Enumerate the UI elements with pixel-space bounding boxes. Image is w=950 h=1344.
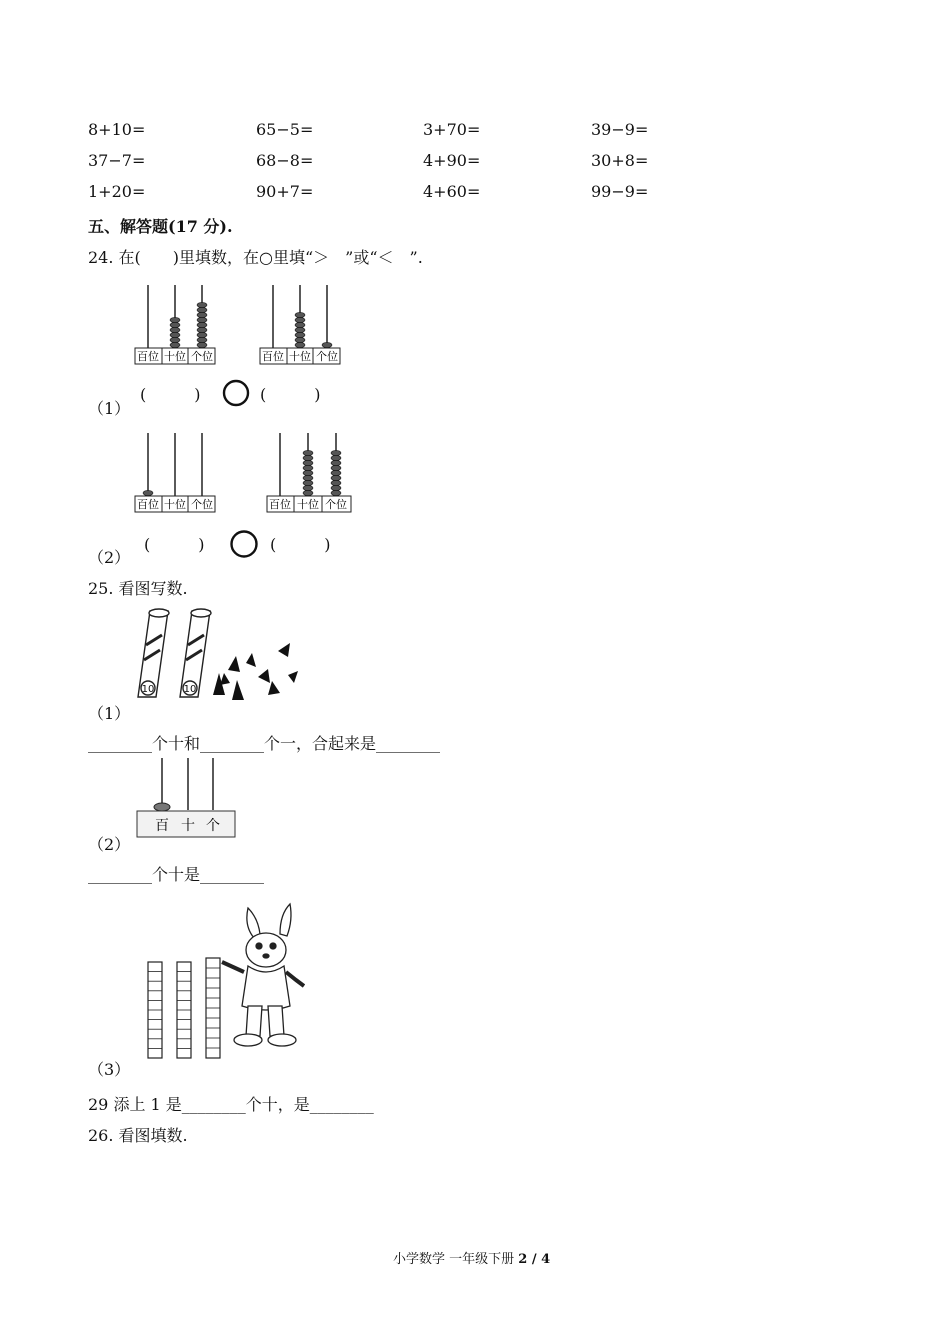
abacus-label-ones: 个: [206, 818, 220, 834]
q25-part3-label: （3）: [88, 1060, 131, 1079]
svg-text:个位: 个位: [325, 498, 347, 511]
calc-item: 99−9=: [591, 182, 649, 201]
compare-circle[interactable]: [222, 379, 250, 407]
calc-item: 4+60=: [423, 182, 481, 201]
abacus-label-hundreds: 百位: [137, 350, 159, 363]
paren-blank[interactable]: ( ): [270, 535, 331, 554]
svg-text:10: 10: [183, 684, 197, 695]
abacus-right: [260, 285, 340, 364]
abacus-right: [267, 433, 351, 512]
q24-stem: 24. 在( )里填数，在○里填“＞ ”或“＜ ”.: [88, 248, 423, 267]
svg-text:个位: 个位: [316, 350, 338, 363]
page-number: 2 / 4: [518, 1252, 551, 1267]
svg-text:十位: 十位: [289, 350, 311, 363]
svg-text:十位: 十位: [164, 498, 186, 511]
q26-stem: 26. 看图填数.: [88, 1126, 188, 1145]
abacus-label-hundreds: 百: [155, 818, 169, 834]
calc-item: 30+8=: [591, 151, 649, 170]
q25-part1-label: （1）: [88, 704, 131, 723]
svg-text:百位: 百位: [137, 498, 159, 511]
calc-item: 3+70=: [423, 120, 481, 139]
calc-item: 1+20=: [88, 182, 146, 201]
q24-part1-label: （1）: [88, 399, 131, 418]
calc-item: 4+90=: [423, 151, 481, 170]
bundle-of-ten: [138, 609, 169, 697]
calc-row-3: [88, 182, 688, 206]
rabbit-icon: [222, 904, 304, 1046]
q25-part2-text[interactable]: ________个十是________: [88, 865, 265, 884]
q25-stem: 25. 看图写数.: [88, 579, 188, 598]
calc-row-2: [88, 151, 688, 175]
page-footer: [393, 1248, 550, 1267]
shuttlecock-icon: [213, 643, 298, 700]
q24-part2-label: （2）: [88, 548, 131, 567]
cubes-and-rabbit: [140, 900, 305, 1065]
calc-item: 90+7=: [256, 182, 314, 201]
calc-item: 68−8=: [256, 151, 314, 170]
bundles-figure: [128, 605, 308, 705]
paren-blank[interactable]: ( ): [144, 535, 205, 554]
abacus-label-tens: 十位: [164, 350, 186, 363]
q24-abacus-pair-1: [130, 280, 360, 370]
paren-blank[interactable]: ( ): [140, 385, 201, 404]
calc-item: 39−9=: [591, 120, 649, 139]
abacus-label-ones: 个位: [191, 350, 213, 363]
calc-row-1: [88, 120, 688, 144]
section-title: 五、解答题(17 分).: [88, 217, 233, 236]
bundle-label: 10: [141, 684, 155, 695]
svg-text:十位: 十位: [297, 498, 319, 511]
abacus-left: [135, 433, 215, 512]
q25-part2-label: （2）: [88, 835, 131, 854]
svg-text:个位: 个位: [191, 498, 213, 511]
abacus-left: [135, 285, 215, 364]
footer-text: 小学数学 一年级下册: [393, 1252, 519, 1267]
calc-item: 8+10=: [88, 120, 146, 139]
q24-abacus-pair-2: [130, 428, 360, 518]
q25-part3-text[interactable]: 29 添上 1 是________个十，是________: [88, 1095, 374, 1114]
calc-item: 65−5=: [256, 120, 314, 139]
simple-abacus: [134, 756, 244, 842]
abacus-label-tens: 十: [181, 818, 195, 834]
bundle-of-ten: [180, 609, 211, 697]
paren-blank[interactable]: ( ): [260, 385, 321, 404]
svg-text:百位: 百位: [269, 498, 291, 511]
calc-item: 37−7=: [88, 151, 146, 170]
q25-part1-text[interactable]: ________个十和________个一，合起来是________: [88, 734, 441, 753]
svg-text:百位: 百位: [262, 350, 284, 363]
compare-circle[interactable]: [229, 529, 259, 559]
